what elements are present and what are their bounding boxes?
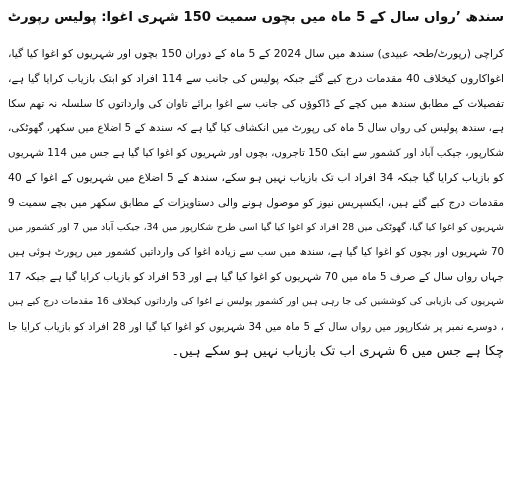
headline: سندھ ’رواں سال کے 5 ماہ میں بچوں سمیت 150 شہری اغوا: پولیس رپورٹ bbox=[7, 10, 504, 25]
article-line: اغواکاروں کیخلاف 40 مقدمات درج کیے گئے جبکہ پولیس کی جانب سے 114 افراد کو ابتک بازیاب کرایا گیا ہے، bbox=[8, 71, 504, 85]
article-line: کراچی (رپورٹ/طحہ عبیدی) سندھ میں سال 2024 کے 5 ماہ کے دوران 150 بچوں اور شہریوں کو اغوا کیا گیا، bbox=[8, 47, 504, 60]
article-line: ہے، سندھ پولیس کی رواں سال 5 ماہ کی رپورٹ میں انکشاف کیا گیا ہے کہ سندھ کے 5 اضلاع میں سکھر، گھوٹکی، bbox=[8, 122, 504, 135]
article-line: شہریوں کی بازیابی کی کوششیں کی جا رہی ہیں اور کشمور پولیس نے اغوا کی وارداتوں کیخلاف 16 مقدمات درج کیے ہیں bbox=[8, 295, 504, 307]
article-line: کو بازیاب کرایا گیا جبکہ 34 افراد اب تک بازیاب نہیں ہو سکے، سندھ کے 5 اضلاع میں شہریوں کے اغوا کے 40 bbox=[8, 170, 504, 184]
article-line: شہریوں کو اغوا کیا گیا، گھوٹکی میں 28 افراد کو اغوا کیا گیا اسی طرح شکارپور میں 34، جیکب آباد میں 7 اور کشمور میں bbox=[8, 221, 504, 233]
article-line: 70 شہریوں اور بچوں کو اغوا کیا گیا ہے، سندھ میں سب سے زیادہ اغوا کی وارداتیں کشمور میں رپورٹ ہوئی ہیں bbox=[8, 246, 504, 259]
article-line: مقدمات درج کیے گئے ہیں، ایکسپریس نیوز کو موصول ہونے والی دستاویزات کے مطابق سکھر میں بچے سمیت 9 bbox=[8, 196, 504, 209]
article-line: جہاں رواں سال کے صرف 5 ماہ میں 70 شہریوں کو اغوا کیا گیا ہے اور 53 افراد کو بازیاب کرایا گیا ہے جبکہ 17 bbox=[8, 271, 504, 284]
article-line: چکا ہے جس میں 6 شہری اب تک بازیاب نہیں ہو سکے ہیں۔ bbox=[171, 343, 504, 359]
article-line: ، دوسرے نمبر پر شکارپور میں رواں سال کے 5 ماہ میں 34 شہریوں کو اغوا کیا گیا اور 28 افراد کو بازیاب کرایا جا bbox=[8, 320, 504, 333]
article-line: تفصیلات کے مطابق سندھ میں کچے کے ڈاکوؤں کی جانب سے اغوا برائے تاوان کی وارداتوں کا سلسلہ نہ تھم سکا bbox=[8, 97, 504, 110]
article-line: شکارپور، جیکب آباد اور کشمور سے ابتک 150 تاجروں، بچوں اور شہریوں کو اغوا کیا گیا ہے جس میں 114 شہریوں bbox=[8, 147, 504, 160]
article-body bbox=[8, 42, 504, 364]
